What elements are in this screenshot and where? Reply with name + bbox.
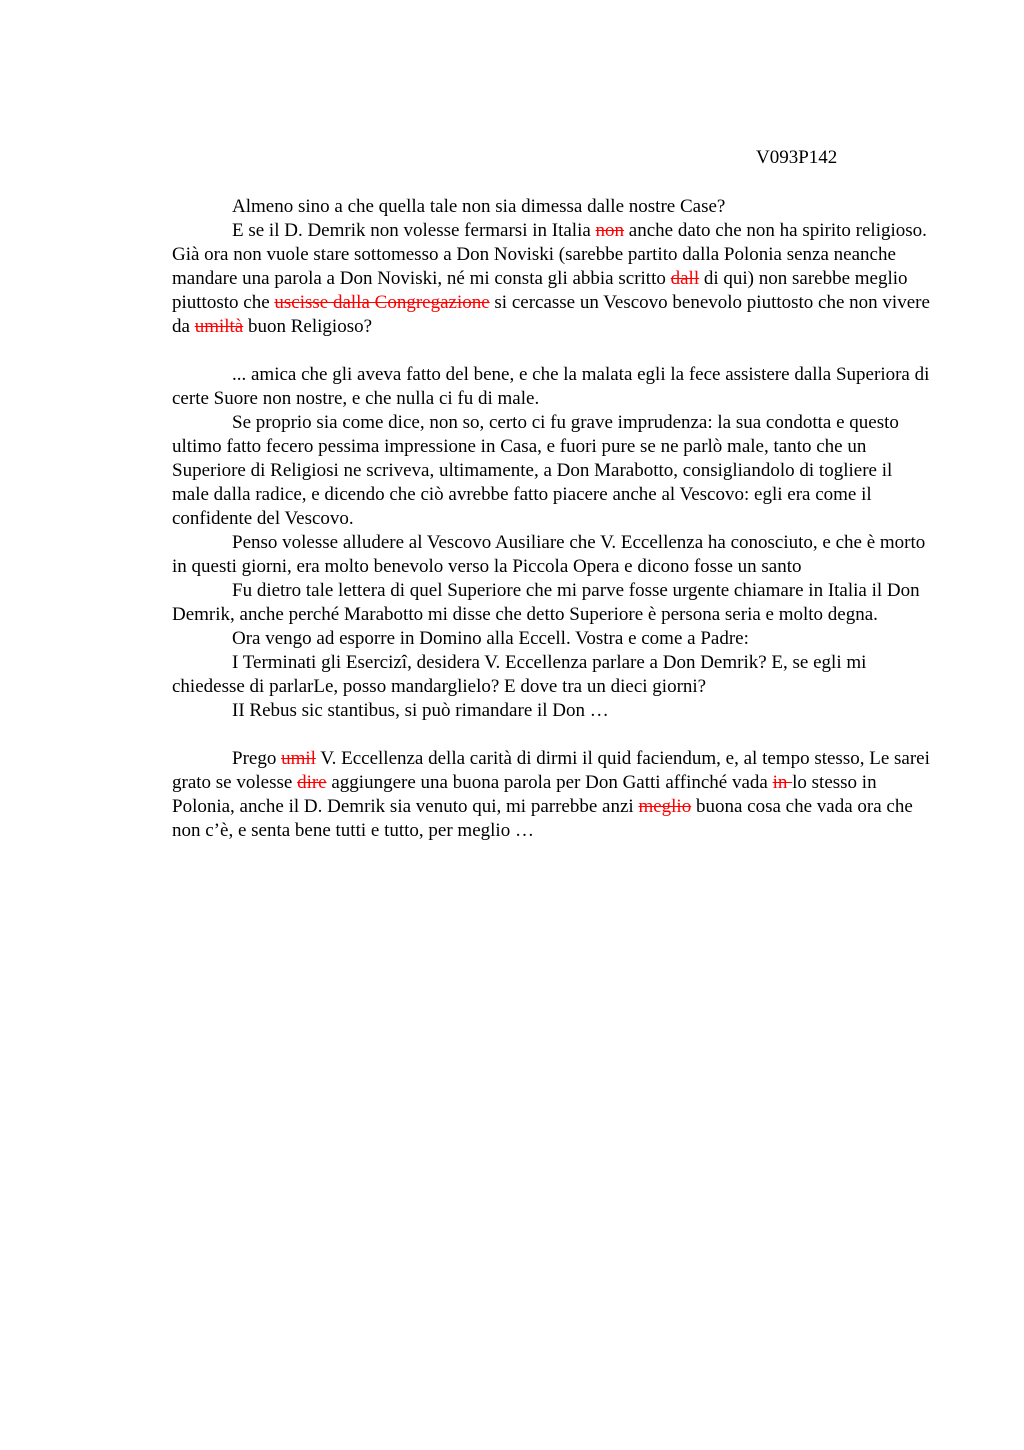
text-segment: V. Eccellenza della carità di dirmi il quid faciendum, e, al tempo stesso, Le sarei grato se volesse [172,748,930,793]
text-segment: anche dato che non ha spirito religioso. Già ora non vuole stare sottomesso a Don Noviski (sarebbe partito dalla Polonia senza neanche mandare una parola a Don Noviski, né mi consta gli abbia scritto [172,220,927,289]
paragraph-7: Ora vengo ad esporre in Domino alla Eccell. Vostra e come a Padre: [232,628,749,649]
text-segment: buona cosa che vada ora che non c’è, e senta bene tutti e tutto, per meglio … [172,796,913,841]
text-segment: E se il D. Demrik non volesse fermarsi in Italia [232,220,596,241]
paragraph-9: II Rebus sic stantibus, si può rimandare il Don … [232,700,609,721]
paragraph-5: Penso volesse alludere al Vescovo Ausiliare che V. Eccellenza ha conosciuto, e che è morto in questi giorni, era molto benevolo verso la Piccola Opera e dicono fosse un santo [172,532,926,577]
deleted-text: dire [297,772,327,793]
text-segment: lo stesso in Polonia, anche il D. Demrik sia venuto qui, mi parrebbe anzi [172,772,877,817]
deleted-text: in [772,772,793,793]
deleted-text: uscisse dalla Congregazione [274,292,490,313]
text-segment: I Terminati gli Esercizi [232,652,408,673]
text-segment: di qui) non sarebbe meglio piuttosto che [172,268,908,313]
text-segment: si cercasse un Vescovo benevolo piuttosto che non vivere da [172,292,930,337]
text-segment: aggiungere una buona parola per Don Gatti affinché vada [326,772,773,793]
paragraph-2 [172,219,932,339]
deleted-text: meglio [638,796,692,817]
paragraph-6: Fu dietro tale lettera di quel Superiore che mi parve fosse urgente chiamare in Italia il Don Demrik, anche perché Marabotto mi disse che detto Superiore è persona seria e molto degna. [172,580,920,625]
paragraph-3: ... amica che gli aveva fatto del bene, e che la malata egli la fece assistere dalla Superiora di certe Suore non nostre, e che nulla ci fu di male. [172,364,930,409]
text-segment: , desidera V. Eccellenza parlare a Don Demrik? E, se egli mi chiedesse di parlarLe, posso mandarglielo? E dove tra un dieci giorni? [172,652,867,697]
paragraph-10 [172,747,932,843]
deleted-text: dall [670,268,700,289]
paragraph-8 [172,651,932,699]
paragraph-gap [172,339,932,363]
deleted-text: umil [281,748,316,769]
paragraph-1: Almeno sino a che quella tale non sia dimessa dalle nostre Case? [232,196,726,217]
deleted-text: umiltà [194,316,244,337]
text-segment: buon Religioso? [243,316,373,337]
letter-body [172,195,932,843]
text-segment: Prego [232,748,282,769]
paragraph-4: Se proprio sia come dice, non so, certo ci fu grave imprudenza: la sua condotta e questo ultimo fatto fecero pessima impressione in Casa, e fuori pure se ne parlò male, tanto che un Superiore di Religiosi ne scriveva, ultimamente, a Don Marabotto, consigliandolo di togliere il male dalla radice, e dicendo che ciò avrebbe fatto piacere anche al Vescovo: egli era come il confidente del Vescovo. [172,412,899,529]
paragraph-gap [172,723,932,747]
deleted-text: non [595,220,625,241]
page-id: V093P142 [756,147,838,168]
